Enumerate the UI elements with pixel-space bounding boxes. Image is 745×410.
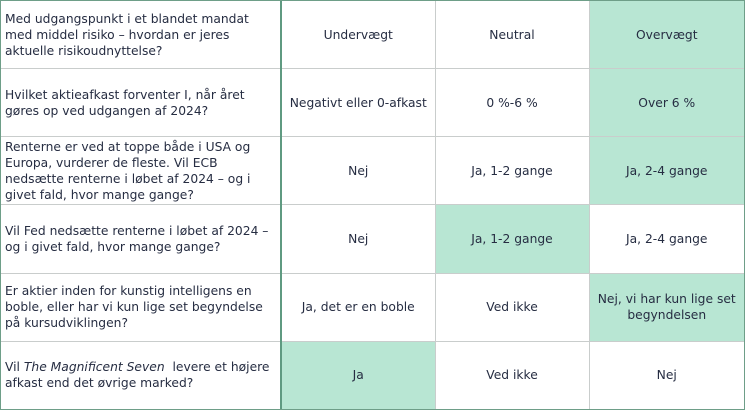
table-row (1, 341, 744, 409)
table-row (1, 205, 744, 273)
question-cell: Hvilket aktieafkast forventer I, når året gøres op ved udgangen af 2024? (1, 69, 281, 137)
answer-cell: Ja, det er en boble (281, 273, 435, 341)
answer-cell: Ved ikke (435, 273, 589, 341)
survey-table (1, 1, 744, 409)
answer-cell: Undervægt (281, 1, 435, 69)
answer-cell-selected: Over 6 % (589, 69, 744, 137)
question-cell: Er aktier inden for kunstig intelligens en boble, eller har vi kun lige set begyndelse på kursudviklingen? (1, 273, 281, 341)
table-row (1, 137, 744, 205)
question-cell: Vil Fed nedsætte renterne i løbet af 2024 – og i givet fald, hvor mange gange? (1, 205, 281, 273)
answer-cell: Ved ikke (435, 341, 589, 409)
table-row (1, 1, 744, 69)
answer-cell: Negativt eller 0-afkast (281, 69, 435, 137)
answer-cell-selected: Ja, 1-2 gange (435, 205, 589, 273)
table-row (1, 69, 744, 137)
answer-cell-selected: Nej, vi har kun lige set begyndelsen (589, 273, 744, 341)
question-cell (1, 341, 281, 409)
question-suffix: levere et højere afkast end det øvrige marked? (5, 360, 274, 391)
answer-cell: 0 %-6 % (435, 69, 589, 137)
question-italic: The Magnificent Seven (23, 360, 165, 375)
answer-cell: Nej (281, 205, 435, 273)
table-row (1, 273, 744, 341)
answer-cell: Ja, 2-4 gange (589, 205, 744, 273)
question-cell: Renterne er ved at toppe både i USA og Europa, vurderer de fleste. Vil ECB nedsætte renterne i løbet af 2024 – og i givet fald, hvor mange gange? (1, 137, 281, 205)
answer-cell: Nej (589, 341, 744, 409)
answer-cell-selected: Overvægt (589, 1, 744, 69)
question-cell: Med udgangspunkt i et blandet mandat med middel risiko – hvordan er jeres aktuelle risikoudnyttelse? (1, 1, 281, 69)
answer-cell-selected: Ja (281, 341, 435, 409)
question-prefix: Vil (5, 360, 24, 375)
answer-cell: Nej (281, 137, 435, 205)
answer-cell: Neutral (435, 1, 589, 69)
answer-cell-selected: Ja, 2-4 gange (589, 137, 744, 205)
answer-cell: Ja, 1-2 gange (435, 137, 589, 205)
